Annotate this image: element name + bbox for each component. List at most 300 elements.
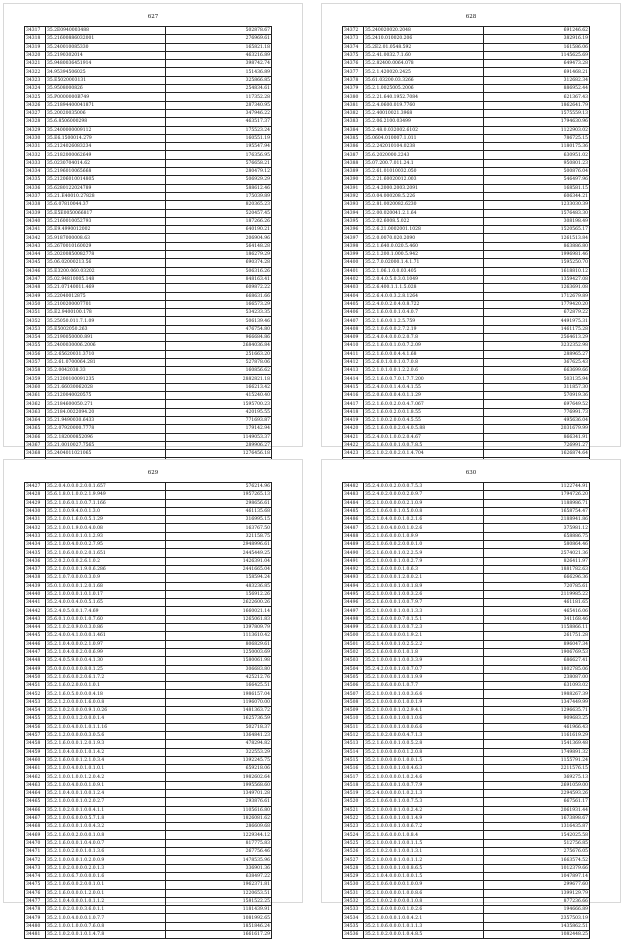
- code-cell: 35.2.1.2.0.0.0.0.1.6.0.0.8: [46, 698, 166, 706]
- amount-cell: 1862641.79: [484, 101, 590, 109]
- code-cell: 35.2.1.0.0.0.1.2.0.0.0.1.4: [46, 715, 166, 723]
- row-index-cell: 34415: [343, 383, 364, 391]
- code-cell: 35.2.1.0.0.0.0.1.0.0.4.2.1: [364, 914, 484, 922]
- amount-cell: 2119985.22: [484, 590, 590, 598]
- code-cell: 35.2.0.2.0.0.0.2.6.1.0.2: [46, 557, 166, 565]
- row-index-cell: 34467: [25, 814, 46, 822]
- row-index-cell: 34349: [25, 292, 46, 300]
- code-cell: 35.2.1.0.0.0.0.1.0.0.6.7.2: [364, 823, 484, 831]
- table-row: [343, 524, 590, 532]
- code-cell: 35.2.1.0.0.0.0.1.0.0.8.6.5: [364, 864, 484, 872]
- code-cell: 35.2.4.0.0.0.4.0.0.5.1.65: [46, 599, 166, 607]
- row-index-cell: 34345: [25, 259, 46, 267]
- code-cell: 35.2.1.6.0.0.0.0.1.0.1.8: [364, 648, 484, 656]
- row-index-cell: 34382: [343, 109, 364, 117]
- table-row: [25, 333, 272, 341]
- amount-cell: 398742.74: [166, 60, 272, 68]
- amount-cell: 820365.23: [166, 201, 272, 209]
- table-row: [343, 740, 590, 748]
- row-index-cell: 34357: [25, 358, 46, 366]
- table-row: [25, 532, 272, 540]
- table-row: [25, 209, 272, 217]
- code-cell: 35.2.1.0.0.1.9.0.0.4.0.08: [46, 524, 166, 532]
- code-cell: 35.2.1.0.0.0.0.0.1.0.2.4.6: [364, 773, 484, 781]
- code-cell: 35.2.21.640.1952.7084: [364, 93, 484, 101]
- code-cell: 35.2.1.0.0.2.0.0.0.4.5.55: [364, 416, 484, 424]
- amount-cell: 275676.05: [484, 848, 590, 856]
- amount-cell: 806829.61: [166, 640, 272, 648]
- row-index-cell: 34333: [25, 159, 46, 167]
- table-row: [25, 184, 272, 192]
- table-row: [25, 242, 272, 250]
- table-row: [343, 914, 590, 922]
- row-index-cell: 34458: [25, 740, 46, 748]
- table-row: [343, 756, 590, 764]
- table-row: [343, 590, 590, 598]
- amount-cell: 1196070.00: [166, 698, 272, 706]
- row-index-cell: 34471: [25, 848, 46, 856]
- table-row: [25, 234, 272, 242]
- amount-cell: 512756.85: [484, 839, 590, 847]
- table-row: [343, 599, 590, 607]
- amount-cell: 588612.46: [166, 184, 272, 192]
- code-cell: 35.2.1.0.6.0.0.1.0.0.7.5.3: [364, 798, 484, 806]
- amount-cell: 826411.97: [484, 557, 590, 565]
- code-cell: 35.61.03200.03.3266: [364, 76, 484, 84]
- code-cell: 35.2.1.0.0.0.0.0.1.0.0.8.6: [364, 889, 484, 897]
- amount-cell: 1296635.71: [484, 707, 590, 715]
- code-cell: 35.2.1.6.0.2.0.0.0.1.0.1: [46, 682, 166, 690]
- code-cell: 35.2.1.0.0.0.0.1.0.0.2.4.2: [364, 806, 484, 814]
- amount-cell: 478294.82: [166, 740, 272, 748]
- row-index-cell: 34470: [25, 839, 46, 847]
- code-cell: 35.2.1.6.0.0.0.1.0.0.7.2.3: [364, 624, 484, 632]
- code-cell: 35.2.6.0.1.0.0.1.0.7.0.8: [364, 358, 484, 366]
- amount-cell: 1263691.08: [484, 284, 590, 292]
- table-row: [343, 126, 590, 134]
- table-row: [25, 541, 272, 549]
- amount-cell: 1461175.28: [484, 325, 590, 333]
- row-index-cell: 34343: [25, 242, 46, 250]
- table-row: [343, 715, 590, 723]
- row-index-cell: 34437: [25, 565, 46, 573]
- code-cell: 35.0604.010007.1.011: [364, 134, 484, 142]
- code-cell: 35.0.0.0.0.0.0.0.8.0.1.25: [46, 665, 166, 673]
- code-cell: 35.21.0010027.7565: [46, 441, 166, 449]
- amount-cell: 621367.43: [484, 93, 590, 101]
- row-index-cell: 34492: [343, 565, 364, 573]
- amount-cell: 276969.61: [166, 35, 272, 43]
- row-index-cell: 34352: [25, 317, 46, 325]
- amount-cell: 576658.21: [166, 159, 272, 167]
- code-cell: 35.2.1.0.2.0.0.2.0.1.4.704: [364, 450, 484, 458]
- row-index-cell: 34529: [343, 872, 364, 880]
- row-index-cell: 34441: [25, 599, 46, 607]
- amount-cell: 630951.02: [484, 151, 590, 159]
- code-cell: 35.2.1.0.0.1.6.0.0.5.1.29: [46, 516, 166, 524]
- amount-cell: 375981.12: [484, 524, 590, 532]
- amount-cell: 817775.83: [166, 839, 272, 847]
- code-cell: 35.2.40010021.3968: [364, 109, 484, 117]
- table-row: [25, 665, 272, 673]
- row-index-cell: 34397: [343, 234, 364, 242]
- code-cell: 35.2.1.0.0.0.0.1.0.1.0.17: [46, 590, 166, 598]
- table-row: [343, 765, 590, 773]
- amount-cell: 160551.19: [166, 134, 272, 142]
- table-row: [25, 226, 272, 234]
- table-row: [343, 499, 590, 507]
- code-cell: 35.2.1.0.0.0.0.0.1.0.0.1.9: [364, 698, 484, 706]
- row-index-cell: 34507: [343, 690, 364, 698]
- row-index-cell: 34354: [25, 333, 46, 341]
- table-row: [25, 765, 272, 773]
- table-row: [343, 408, 590, 416]
- code-cell: 35.2.1.0.6.0.0.1.0.5.0.0.8: [364, 507, 484, 515]
- amount-cell: 502878.67: [166, 27, 272, 35]
- row-index-cell: 34443: [25, 615, 46, 623]
- amount-cell: 168581.15: [484, 184, 590, 192]
- amount-cell: 609872.22: [166, 284, 272, 292]
- row-index-cell: 34439: [25, 582, 46, 590]
- table-row: [25, 690, 272, 698]
- table-row: [343, 292, 590, 300]
- table-row: [25, 68, 272, 76]
- code-cell: 35.2.07920000.7778: [46, 425, 166, 433]
- code-cell: 35.20020035006: [46, 109, 166, 117]
- table-row: [25, 251, 272, 259]
- amount-cell: 1851846.24: [166, 922, 272, 930]
- code-cell: 35.2.0.4.0.5.0.3.0.1049: [364, 275, 484, 283]
- code-cell: 35.0.1.0.0.0.0.1.2.0.1.68: [46, 582, 166, 590]
- amount-cell: 1957265.13: [166, 491, 272, 499]
- amount-cell: 2445449.25: [166, 549, 272, 557]
- table-row: [343, 789, 590, 797]
- table-row: [343, 848, 590, 856]
- table-row: [343, 922, 590, 930]
- code-cell: 35.2.1.0.0.0.0.1.0.0.1.9.9: [364, 673, 484, 681]
- row-index-cell: 34430: [25, 507, 46, 515]
- table-row: [343, 707, 590, 715]
- row-index-cell: 34499: [343, 624, 364, 632]
- amount-cell: 500876.04: [484, 168, 590, 176]
- code-cell: 35.2.0042038.33: [46, 367, 166, 375]
- page-number: 628: [465, 14, 477, 20]
- code-cell: 35.2.1.0.0.0.0.1.0.0.0.6.6: [364, 723, 484, 731]
- table-row: [25, 358, 272, 366]
- code-cell: 35.2.1.6.0.0.0.0.1.2.0.0.1: [46, 889, 166, 897]
- data-table: [342, 482, 590, 939]
- row-index-cell: 34523: [343, 823, 364, 831]
- row-index-cell: 34469: [25, 831, 46, 839]
- row-index-cell: 34487: [343, 524, 364, 532]
- row-index-cell: 34476: [25, 889, 46, 897]
- code-cell: 35.2.1.0.0.0.0.0.1.0.0.1.5: [364, 756, 484, 764]
- row-index-cell: 34407: [343, 317, 364, 325]
- code-cell: 35.2400030006.2006: [46, 342, 166, 350]
- row-index-cell: 34359: [25, 375, 46, 383]
- code-cell: 35.2.1.0.6.0.0.0.1.0.7.7: [364, 682, 484, 690]
- table-row: [343, 491, 590, 499]
- table-row: [25, 624, 272, 632]
- row-index-cell: 34477: [25, 897, 46, 905]
- row-index-cell: 34402: [343, 275, 364, 283]
- row-index-cell: 34434: [25, 541, 46, 549]
- amount-cell: 667561.17: [484, 798, 590, 806]
- amount-cell: 1988267.39: [484, 690, 590, 698]
- amount-cell: 668631.66: [166, 292, 272, 300]
- row-index-cell: 34431: [25, 516, 46, 524]
- row-index-cell: 34518: [343, 781, 364, 789]
- row-index-cell: 34376: [343, 60, 364, 68]
- table-row: [25, 192, 272, 200]
- amount-cell: 690374.28: [166, 259, 272, 267]
- code-cell: 35.2.1.0.2.0.0.0.1.0.4.8.5: [364, 931, 484, 939]
- row-index-cell: 34335: [25, 176, 46, 184]
- row-index-cell: 34394: [343, 209, 364, 217]
- amount-cell: 1478535.96: [166, 856, 272, 864]
- row-index-cell: 34527: [343, 856, 364, 864]
- row-index-cell: 34463: [25, 781, 46, 789]
- table-row: [25, 881, 272, 889]
- table-row: [343, 76, 590, 84]
- table-row: [343, 226, 590, 234]
- row-index-cell: 34368: [25, 450, 46, 458]
- code-cell: 35.2.1.0.0.0.0.1.0.0.3.3.9: [364, 657, 484, 665]
- row-index-cell: 34510: [343, 715, 364, 723]
- row-index-cell: 34364: [25, 416, 46, 424]
- row-index-cell: 34353: [25, 325, 46, 333]
- amount-cell: 476754.80: [166, 325, 272, 333]
- row-index-cell: 34328: [25, 118, 46, 126]
- table-row: [25, 134, 272, 142]
- amount-cell: 1180175.36: [484, 143, 590, 151]
- amount-cell: 251663.20: [166, 350, 272, 358]
- amount-cell: 311857.30: [484, 383, 590, 391]
- code-cell: 35.0230704014.62: [46, 159, 166, 167]
- table-row: [343, 101, 590, 109]
- amount-cell: 194666.89: [484, 906, 590, 914]
- table-row: [25, 43, 272, 51]
- code-cell: 35.2.81.0020082.6230: [364, 201, 484, 209]
- table-row: [343, 300, 590, 308]
- amount-cell: 527878.06: [166, 358, 272, 366]
- table-row: [343, 657, 590, 665]
- row-index-cell: 34356: [25, 350, 46, 358]
- code-cell: 35.2.1.0.0.0.0.1.0.0.2.7.9: [364, 557, 484, 565]
- table-row: [343, 109, 590, 117]
- table-row: [343, 541, 590, 549]
- code-cell: 35.2.1.6.0.0.1.0.0.7.2.09: [364, 342, 484, 350]
- amount-cell: 1399129.79: [484, 889, 590, 897]
- code-cell: 35.2.1.0.4.0.0.0.2.1.0.97: [46, 640, 166, 648]
- code-cell: 35.2.1.0.2.0.0.1.0.0.1.3.1: [364, 848, 484, 856]
- code-cell: 35.2.0.0070.020.2090: [364, 234, 484, 242]
- code-cell: 35.2.1.0.6.0.0.2.0.0.1.0.1: [46, 881, 166, 889]
- code-cell: 35.2.1.6.0.0.0.0.0.1.0.2.6: [364, 906, 484, 914]
- row-index-cell: 34503: [343, 657, 364, 665]
- code-cell: 35.E2.9400100.178: [46, 309, 166, 317]
- table-row: [25, 748, 272, 756]
- table-row: [25, 325, 272, 333]
- table-row: [25, 159, 272, 167]
- row-index-cell: 34378: [343, 76, 364, 84]
- table-row: [343, 325, 590, 333]
- amount-cell: 663699.66: [484, 367, 590, 375]
- table-row: [25, 275, 272, 283]
- table-row: [25, 590, 272, 598]
- table-row: [25, 848, 272, 856]
- table-row: [343, 507, 590, 515]
- amount-cell: 465416.06: [484, 607, 590, 615]
- amount-cell: 288965.27: [484, 350, 590, 358]
- row-index-cell: 34483: [343, 491, 364, 499]
- table-row: [343, 665, 590, 673]
- amount-cell: 2061931.44: [484, 806, 590, 814]
- code-cell: 35.2.1.0.6.0.0.0.2.0.1.651: [46, 549, 166, 557]
- code-cell: 35.2.1.6.0.0.0.1.0.4.0.7: [364, 309, 484, 317]
- row-index-cell: 34363: [25, 408, 46, 416]
- amount-cell: 280479.12: [166, 168, 272, 176]
- table-row: [343, 184, 590, 192]
- amount-cell: 1626874.64: [484, 450, 590, 458]
- row-index-cell: 34453: [25, 698, 46, 706]
- table-row: [343, 425, 590, 433]
- row-index-cell: 34526: [343, 848, 364, 856]
- code-cell: 35.2.1.0.0.0.0.1.0.0.3.6.6: [364, 690, 484, 698]
- table-row: [343, 881, 590, 889]
- code-cell: 35.2.1.0.2.0.0.1.0.1.4.7.8: [46, 931, 166, 939]
- amount-cell: 606344.21: [484, 192, 590, 200]
- table-row: [25, 499, 272, 507]
- row-index-cell: 34383: [343, 118, 364, 126]
- code-cell: 35.2.1.640.0.020.5.460: [364, 242, 484, 250]
- row-index-cell: 34532: [343, 897, 364, 905]
- row-index-cell: 34379: [343, 85, 364, 93]
- row-index-cell: 34377: [343, 68, 364, 76]
- table-row: [25, 375, 272, 383]
- table-row: [25, 872, 272, 880]
- code-cell: 35.2.4.0.0.0.2.0.0.0.7.5.3: [364, 483, 484, 491]
- row-index-cell: 34511: [343, 723, 364, 731]
- row-index-cell: 34351: [25, 309, 46, 317]
- amount-cell: 166213.42: [166, 383, 272, 391]
- table-row: [25, 657, 272, 665]
- table-row: [25, 450, 272, 458]
- row-index-cell: 34508: [343, 698, 364, 706]
- amount-cell: 506316.26: [166, 267, 272, 275]
- code-cell: 34.95394506025: [46, 68, 166, 76]
- amount-cell: 1149053.37: [166, 433, 272, 441]
- table-row: [343, 450, 590, 458]
- page-sheet: [3, 3, 303, 457]
- table-row: [25, 731, 272, 739]
- table-row: [343, 201, 590, 209]
- code-cell: 35.2.1.0.4.0.0.1.0.0.1.2.4: [46, 789, 166, 797]
- amount-cell: 261751.28: [484, 632, 590, 640]
- amount-cell: 1995568.60: [166, 781, 272, 789]
- code-cell: 35.9508000826: [46, 85, 166, 93]
- table-row: [343, 872, 590, 880]
- code-cell: 35.2.1.0.0.4.0.0.0.1.0.7.7: [46, 914, 166, 922]
- amount-cell: 254834.61: [166, 85, 272, 93]
- row-index-cell: 34386: [343, 143, 364, 151]
- table-row: [343, 383, 590, 391]
- table-row: [343, 275, 590, 283]
- code-cell: 35.6.07810044.37: [46, 201, 166, 209]
- table-row: [343, 748, 590, 756]
- table-row: [343, 839, 590, 847]
- amount-cell: 638497.22: [166, 872, 272, 880]
- row-index-cell: 34417: [343, 400, 364, 408]
- row-index-cell: 34395: [343, 217, 364, 225]
- row-index-cell: 34361: [25, 392, 46, 400]
- code-cell: 35.2410.010020.206: [364, 35, 484, 43]
- row-index-cell: 34485: [343, 507, 364, 515]
- row-index-cell: 34522: [343, 814, 364, 822]
- row-index-cell: 34464: [25, 789, 46, 797]
- amount-cell: 576214.96: [166, 483, 272, 491]
- row-index-cell: 34482: [343, 483, 364, 491]
- row-index-cell: 34410: [343, 342, 364, 350]
- table-row: [343, 433, 590, 441]
- table-row: [25, 342, 272, 350]
- table-row: [25, 151, 272, 159]
- code-cell: 35.2404011021065: [46, 450, 166, 458]
- amount-cell: 2691059.00: [484, 781, 590, 789]
- row-index-cell: 34505: [343, 673, 364, 681]
- table-row: [343, 864, 590, 872]
- table-row: [25, 35, 272, 43]
- code-cell: 35.2.1.6.0.0.7.0.1.7.7.200: [364, 375, 484, 383]
- amount-cell: 1261513.84: [484, 234, 590, 242]
- table-row: [343, 43, 590, 51]
- amount-cell: 2441665.04: [166, 565, 272, 573]
- table-row: [343, 367, 590, 375]
- amount-cell: 1122744.91: [484, 483, 590, 491]
- table-row: [343, 906, 590, 914]
- row-index-cell: 34428: [25, 491, 46, 499]
- code-cell: 35.2.4.0.2.0.0.0.0.2.0.9.7: [364, 491, 484, 499]
- amount-cell: 206904.96: [166, 234, 272, 242]
- amount-cell: 175039.89: [166, 192, 272, 200]
- code-cell: 35.2.1.6.0.0.0.1.0.4.0.0.7: [46, 839, 166, 847]
- row-index-cell: 34322: [25, 68, 46, 76]
- amount-cell: 506139.46: [166, 317, 272, 325]
- amount-cell: 1250003.69: [166, 648, 272, 656]
- row-index-cell: 34489: [343, 541, 364, 549]
- table-row: [343, 118, 590, 126]
- table-row: [25, 798, 272, 806]
- code-cell: 35.2.1.2.0.0.0.0.0.3.0.5.6: [46, 731, 166, 739]
- table-row: [25, 350, 272, 358]
- table-row: [25, 217, 272, 225]
- table-row: [25, 85, 272, 93]
- code-cell: 35.2.1.6.0.0.0.1.0.0.4.3.2: [46, 823, 166, 831]
- table-row: [343, 333, 590, 341]
- code-cell: 35.2.1.0.0.1.0.0.0.7.6.0.8: [46, 922, 166, 930]
- code-cell: 35.2.00.020041.2.1.64: [364, 209, 484, 217]
- amount-cell: 691468.21: [484, 68, 590, 76]
- amount-cell: 1188986.71: [484, 499, 590, 507]
- code-cell: 35.2.1.0.2.0.0.1.0.0.4.1.1: [46, 806, 166, 814]
- row-index-cell: 34466: [25, 806, 46, 814]
- amount-cell: 2031679.99: [484, 425, 590, 433]
- amount-cell: 1181439.91: [166, 906, 272, 914]
- row-index-cell: 34495: [343, 590, 364, 598]
- row-index-cell: 34414: [343, 375, 364, 383]
- amount-cell: 502718.37: [166, 723, 272, 731]
- table-row: [343, 648, 590, 656]
